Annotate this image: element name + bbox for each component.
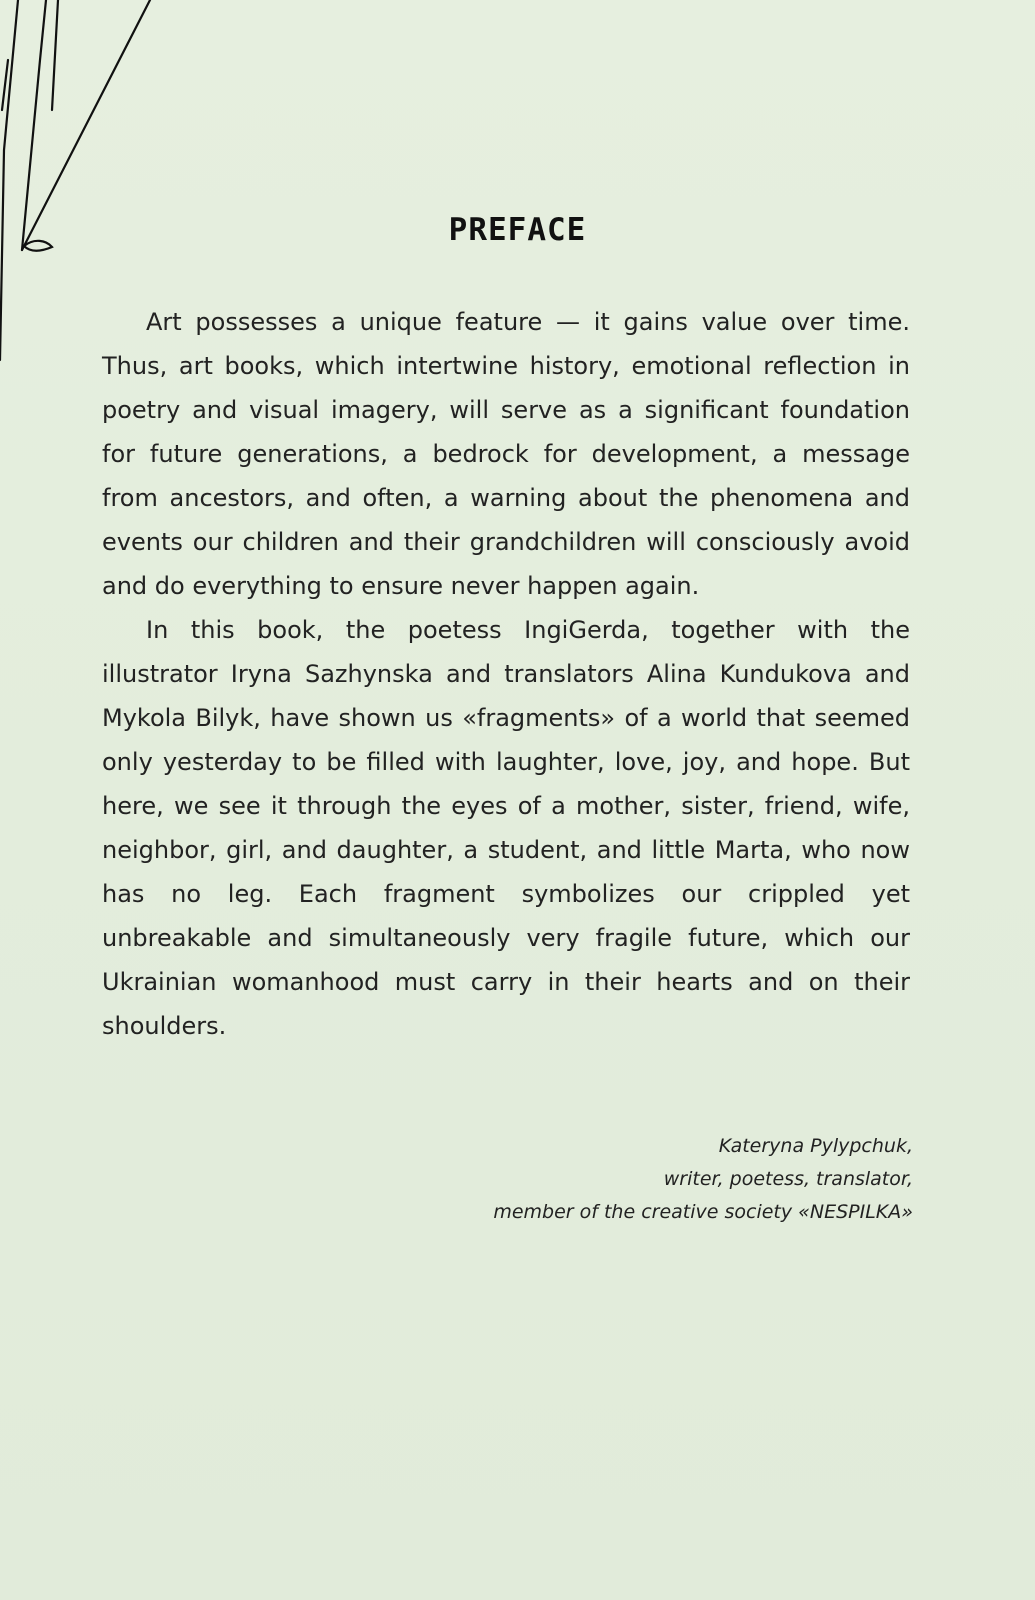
- page-title: PREFACE: [448, 212, 587, 248]
- author-name: Kateryna Pylypchuk,: [718, 1135, 913, 1157]
- author-membership: member of the creative society «NESPILKA»: [493, 1201, 913, 1223]
- paragraph: In this book, the poetess IngiGerda, together with the illustrator Iryna Sazhynska and translators Alina Kundukova and Mykola Bilyk, have shown us «fragments» of a world that seemed only yesterday to be filled with laughter, love, joy, and hope. But here, we see it through the eyes of a mother, sister, friend, wife, neighbor, girl, and daughter, a student, and little Marta, who now has no leg. Each fragment symbolizes our crippled yet unbreakable and simultaneously very fragile future, which our Ukrainian womanhood must carry in their hearts and on their shoulders.: [102, 616, 910, 1040]
- preface-body: [102, 300, 910, 1048]
- paragraph: Art possesses a unique feature — it gains value over time. Thus, art books, which intertwine history, emotional reflection in poetry and visual imagery, will serve as a significant foundation for future generations, a bedrock for development, a message from ancestors, and often, a warning about the phenomena and events our children and their grandchildren will consciously avoid and do everything to ensure never happen again.: [102, 308, 910, 600]
- signature-block: [493, 1130, 913, 1229]
- author-roles: writer, poetess, translator,: [663, 1168, 913, 1190]
